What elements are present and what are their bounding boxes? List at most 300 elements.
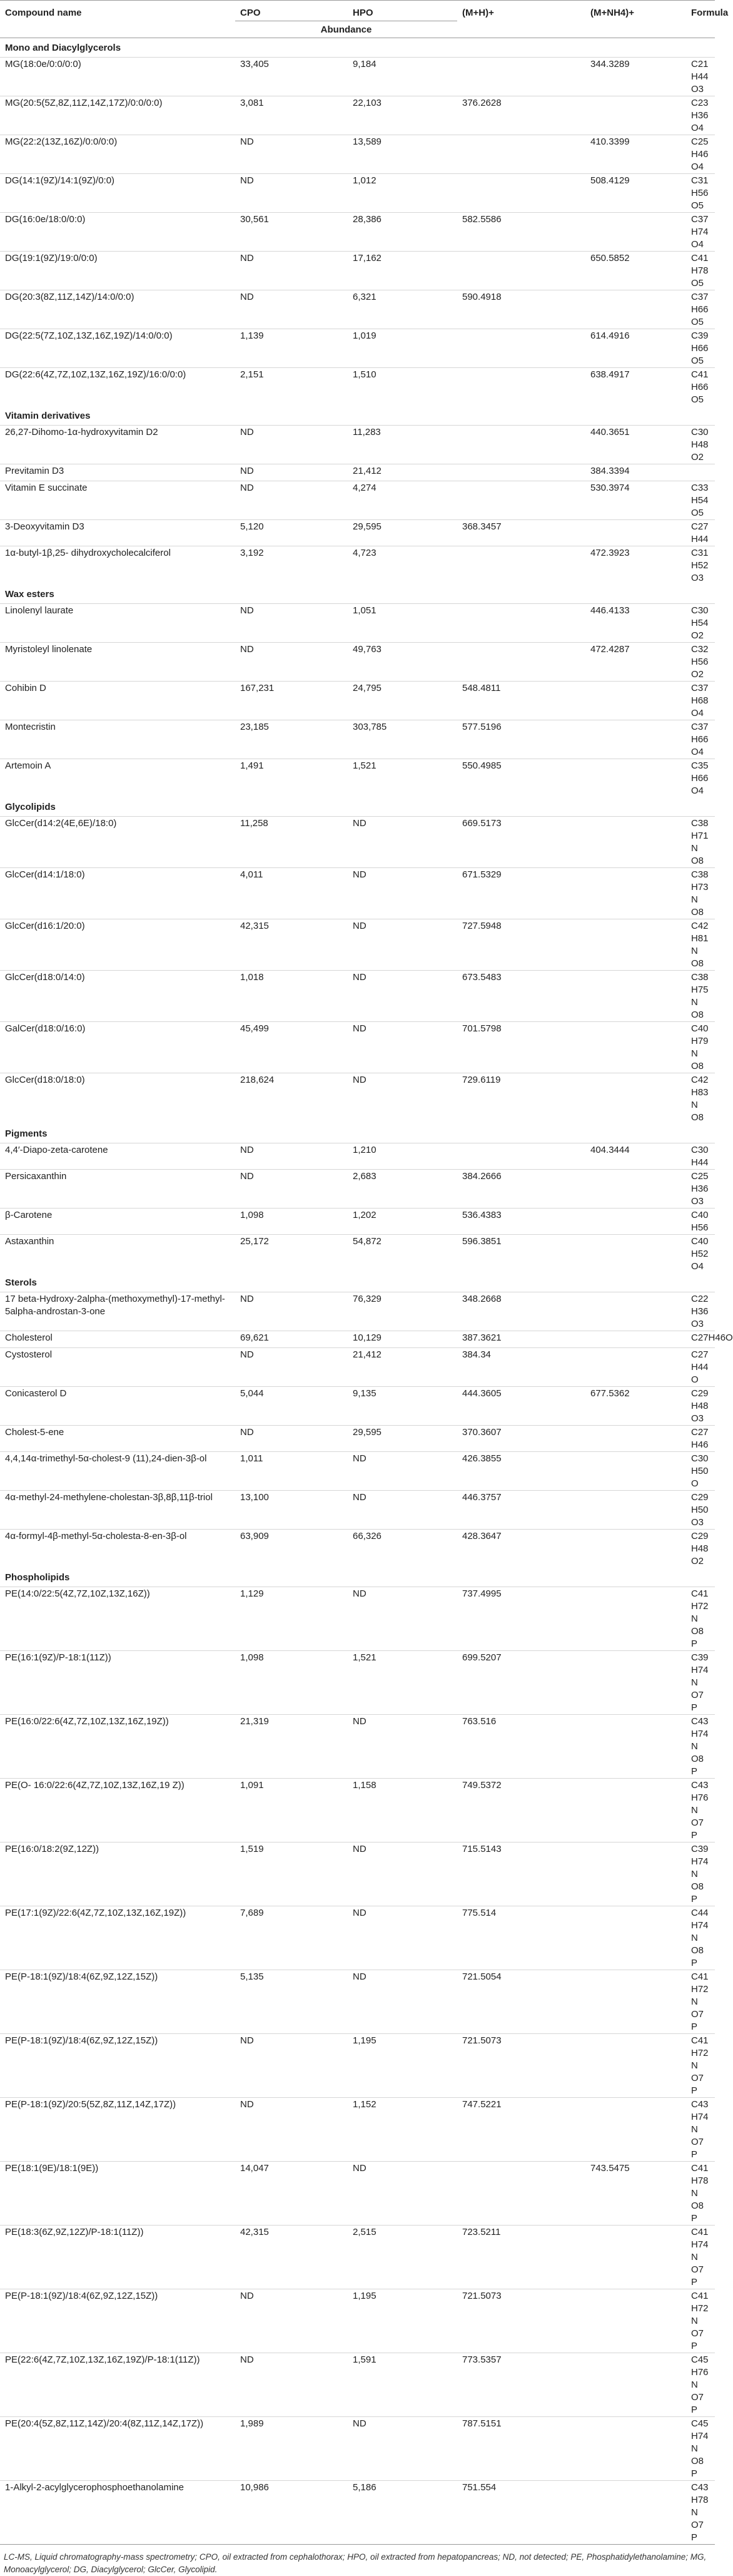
table-row xyxy=(0,1587,715,1651)
m-plus-nh4-cell xyxy=(585,720,686,759)
cpo-abundance-cell: 30,561 xyxy=(235,213,348,252)
m-plus-h-cell xyxy=(457,174,585,213)
m-plus-nh4-cell xyxy=(585,759,686,798)
table-row xyxy=(0,1715,715,1779)
m-plus-h-cell: 737.4995 xyxy=(457,1587,585,1651)
m-plus-nh4-cell xyxy=(585,2353,686,2417)
m-plus-nh4-cell xyxy=(585,817,686,868)
formula-cell: C30 H44 xyxy=(686,1143,715,1170)
hpo-abundance-cell: 9,184 xyxy=(348,58,457,96)
table-row xyxy=(0,58,715,96)
hpo-abundance-cell: ND xyxy=(348,1906,457,1970)
table-row xyxy=(0,720,715,759)
table-row xyxy=(0,1426,715,1452)
m-plus-h-cell: 747.5221 xyxy=(457,2098,585,2162)
cpo-abundance-cell: 5,135 xyxy=(235,1970,348,2034)
m-plus-nh4-cell xyxy=(585,682,686,720)
m-plus-nh4-cell: 614.4916 xyxy=(585,329,686,368)
m-plus-h-cell: 721.5073 xyxy=(457,2034,585,2098)
m-plus-nh4-cell: 384.3394 xyxy=(585,464,686,481)
compound-name-cell: Cholest-5-ene xyxy=(0,1426,235,1452)
table-row xyxy=(0,1209,715,1235)
formula-cell: C37 H66 O5 xyxy=(686,290,715,329)
m-plus-nh4-cell xyxy=(585,971,686,1022)
m-plus-h-cell: 669.5173 xyxy=(457,817,585,868)
m-plus-h-cell: 426.3855 xyxy=(457,1452,585,1491)
table-row xyxy=(0,368,715,407)
table-row xyxy=(0,1022,715,1073)
formula-cell: C41 H72 N O7 P xyxy=(686,1970,715,2034)
formula-cell: C29 H48 O2 xyxy=(686,1530,715,1568)
cpo-abundance-cell: 1,519 xyxy=(235,1843,348,1906)
compound-name-cell: Montecristin xyxy=(0,720,235,759)
compound-name-cell: β-Carotene xyxy=(0,1209,235,1235)
hpo-abundance-cell: 11,283 xyxy=(348,426,457,464)
m-plus-nh4-cell: 404.3444 xyxy=(585,1143,686,1170)
cpo-abundance-cell: 11,258 xyxy=(235,817,348,868)
m-plus-h-cell xyxy=(457,426,585,464)
m-plus-h-cell: 428.3647 xyxy=(457,1530,585,1568)
m-plus-nh4-cell xyxy=(585,1452,686,1491)
formula-cell: C37 H68 O4 xyxy=(686,682,715,720)
formula-cell: C41 H72 N O8 P xyxy=(686,1587,715,1651)
hpo-abundance-cell: 1,158 xyxy=(348,1779,457,1843)
section-header-row xyxy=(0,38,715,58)
hpo-abundance-cell: 9,135 xyxy=(348,1387,457,1426)
table-row xyxy=(0,1170,715,1209)
m-plus-h-cell: 370.3607 xyxy=(457,1426,585,1452)
m-plus-nh4-cell: 743.5475 xyxy=(585,2162,686,2226)
hpo-abundance-cell: 1,210 xyxy=(348,1143,457,1170)
cpo-abundance-cell: ND xyxy=(235,604,348,643)
m-plus-nh4-cell xyxy=(585,1235,686,1274)
m-plus-h-cell: 673.5483 xyxy=(457,971,585,1022)
table-row xyxy=(0,252,715,290)
m-plus-h-cell: 671.5329 xyxy=(457,868,585,919)
m-plus-h-cell: 384.2666 xyxy=(457,1170,585,1209)
section-header-row xyxy=(0,1568,715,1587)
m-plus-nh4-cell xyxy=(585,919,686,971)
hpo-abundance-cell: 2,683 xyxy=(348,1170,457,1209)
hpo-abundance-cell: 4,274 xyxy=(348,481,457,520)
m-plus-nh4-cell xyxy=(585,1843,686,1906)
m-plus-h-cell xyxy=(457,58,585,96)
compound-name-cell: Previtamin D3 xyxy=(0,464,235,481)
compound-name-cell: PE(P-18:1(9Z)/18:4(6Z,9Z,12Z,15Z)) xyxy=(0,2289,235,2353)
m-plus-nh4-cell xyxy=(585,1170,686,1209)
formula-cell: C29 H50 O3 xyxy=(686,1491,715,1530)
formula-cell: C32 H56 O2 xyxy=(686,643,715,682)
hpo-abundance-cell: 49,763 xyxy=(348,643,457,682)
section-header-row xyxy=(0,1124,715,1143)
m-plus-h-cell: 444.3605 xyxy=(457,1387,585,1426)
formula-cell: C41 H78 N O8 P xyxy=(686,2162,715,2226)
hpo-abundance-cell: ND xyxy=(348,868,457,919)
formula-cell: C27 H44 xyxy=(686,520,715,546)
compound-name-cell: 4α-formyl-4β-methyl-5α-cholesta-8-en-3β-ol xyxy=(0,1530,235,1568)
m-plus-h-cell xyxy=(457,1143,585,1170)
table-row xyxy=(0,1452,715,1491)
formula-cell: C41 H78 O5 xyxy=(686,252,715,290)
hpo-abundance-cell: 1,202 xyxy=(348,1209,457,1235)
formula-cell: C27 H46 xyxy=(686,1426,715,1452)
hpo-abundance-cell: 2,515 xyxy=(348,2226,457,2289)
cpo-abundance-cell: ND xyxy=(235,1292,348,1331)
compound-name-cell: 17 beta-Hydroxy-2alpha-(methoxymethyl)-17-methyl-5alpha-androstan-3-one xyxy=(0,1292,235,1331)
compound-name-cell: DG(20:3(8Z,11Z,14Z)/14:0/0:0) xyxy=(0,290,235,329)
formula-cell: C41 H74 N O7 P xyxy=(686,2226,715,2289)
cpo-abundance-cell: 3,081 xyxy=(235,96,348,135)
table-row xyxy=(0,971,715,1022)
hpo-abundance-cell: 1,152 xyxy=(348,2098,457,2162)
formula-cell: C39 H74 N O7 P xyxy=(686,1651,715,1715)
hpo-abundance-cell: ND xyxy=(348,1715,457,1779)
cpo-abundance-cell: ND xyxy=(235,464,348,481)
table-row xyxy=(0,2353,715,2417)
m-plus-h-cell xyxy=(457,135,585,174)
m-plus-h-cell xyxy=(457,2162,585,2226)
compound-name-cell: GlcCer(d18:0/14:0) xyxy=(0,971,235,1022)
cpo-abundance-cell: ND xyxy=(235,481,348,520)
cpo-abundance-cell: 42,315 xyxy=(235,2226,348,2289)
table-row xyxy=(0,1906,715,1970)
m-plus-h-cell: 387.3621 xyxy=(457,1331,585,1348)
cpo-abundance-cell: 1,018 xyxy=(235,971,348,1022)
section-title: Glycolipids xyxy=(5,802,56,812)
compound-name-cell: DG(22:5(7Z,10Z,13Z,16Z,19Z)/14:0/0:0) xyxy=(0,329,235,368)
cpo-abundance-cell: 1,091 xyxy=(235,1779,348,1843)
table-row xyxy=(0,481,715,520)
cpo-abundance-cell: 42,315 xyxy=(235,919,348,971)
hpo-abundance-cell: 6,321 xyxy=(348,290,457,329)
m-plus-h-cell: 348.2668 xyxy=(457,1292,585,1331)
cpo-abundance-cell: 218,624 xyxy=(235,1073,348,1125)
cpo-abundance-cell: 69,621 xyxy=(235,1331,348,1348)
section-title: Pigments xyxy=(5,1128,48,1139)
table-row xyxy=(0,682,715,720)
m-plus-h-cell: 384.34 xyxy=(457,1348,585,1387)
table-row xyxy=(0,426,715,464)
hpo-abundance-cell: 21,412 xyxy=(348,1348,457,1387)
hpo-abundance-cell: ND xyxy=(348,1491,457,1530)
hpo-abundance-cell: 76,329 xyxy=(348,1292,457,1331)
compound-name-cell: Cholesterol xyxy=(0,1331,235,1348)
table-row xyxy=(0,1651,715,1715)
m-plus-h-cell: 550.4985 xyxy=(457,759,585,798)
compound-name-cell: MG(20:5(5Z,8Z,11Z,14Z,17Z)/0:0/0:0) xyxy=(0,96,235,135)
header-abundance: Abundance xyxy=(320,24,372,35)
section-title: Mono and Diacylglycerols xyxy=(5,43,121,53)
formula-cell: C45 H76 N O7 P xyxy=(686,2353,715,2417)
m-plus-nh4-cell xyxy=(585,213,686,252)
cpo-abundance-cell: ND xyxy=(235,174,348,213)
table-row xyxy=(0,546,715,585)
m-plus-h-cell xyxy=(457,252,585,290)
table-row xyxy=(0,1073,715,1125)
header-formula: Formula xyxy=(691,8,729,18)
m-plus-nh4-cell xyxy=(585,2098,686,2162)
cpo-abundance-cell: 7,689 xyxy=(235,1906,348,1970)
hpo-abundance-cell: 13,589 xyxy=(348,135,457,174)
formula-cell: C35 H66 O4 xyxy=(686,759,715,798)
compound-name-cell: Conicasterol D xyxy=(0,1387,235,1426)
m-plus-nh4-cell xyxy=(585,1022,686,1073)
section-header-row xyxy=(0,797,715,817)
m-plus-nh4-cell xyxy=(585,2481,686,2545)
m-plus-nh4-cell xyxy=(585,1348,686,1387)
header-compound-name: Compound name xyxy=(5,8,82,18)
formula-cell: C39 H74 N O8 P xyxy=(686,1843,715,1906)
hpo-abundance-cell: 28,386 xyxy=(348,213,457,252)
cpo-abundance-cell: ND xyxy=(235,643,348,682)
cpo-abundance-cell: ND xyxy=(235,2034,348,2098)
hpo-abundance-cell: 303,785 xyxy=(348,720,457,759)
table-row xyxy=(0,1143,715,1170)
compound-name-cell: PE(18:3(6Z,9Z,12Z)/P-18:1(11Z)) xyxy=(0,2226,235,2289)
table-row xyxy=(0,2226,715,2289)
m-plus-h-cell: 548.4811 xyxy=(457,682,585,720)
formula-cell: C39 H66 O5 xyxy=(686,329,715,368)
table-row xyxy=(0,1235,715,1274)
cpo-abundance-cell: 63,909 xyxy=(235,1530,348,1568)
table-row xyxy=(0,919,715,971)
m-plus-h-cell xyxy=(457,329,585,368)
cpo-abundance-cell: 25,172 xyxy=(235,1235,348,1274)
compound-name-cell: 1-Alkyl-2-acylglycerophosphoethanolamine xyxy=(0,2481,235,2545)
table-row xyxy=(0,2034,715,2098)
table-row xyxy=(0,464,715,481)
section-header-row xyxy=(0,585,715,604)
hpo-abundance-cell: 1,521 xyxy=(348,759,457,798)
formula-cell: C23 H36 O4 xyxy=(686,96,715,135)
cpo-abundance-cell: 3,192 xyxy=(235,546,348,585)
hpo-abundance-cell: ND xyxy=(348,1843,457,1906)
table-row xyxy=(0,96,715,135)
compound-name-cell: PE(O- 16:0/22:6(4Z,7Z,10Z,13Z,16Z,19 Z)) xyxy=(0,1779,235,1843)
compound-name-cell: GlcCer(d14:1/18:0) xyxy=(0,868,235,919)
header-m-plus-h: (M+H)+ xyxy=(462,8,494,18)
hpo-abundance-cell: 1,012 xyxy=(348,174,457,213)
m-plus-h-cell: 775.514 xyxy=(457,1906,585,1970)
table-row xyxy=(0,1530,715,1568)
formula-cell: C40 H79 N O8 xyxy=(686,1022,715,1073)
cpo-abundance-cell: ND xyxy=(235,1348,348,1387)
m-plus-h-cell: 701.5798 xyxy=(457,1022,585,1073)
formula-cell: C21 H44 O3 xyxy=(686,58,715,96)
m-plus-nh4-cell xyxy=(585,96,686,135)
formula-cell: C38 H75 N O8 xyxy=(686,971,715,1022)
m-plus-h-cell: 368.3457 xyxy=(457,520,585,546)
formula-cell: C38 H73 N O8 xyxy=(686,868,715,919)
m-plus-h-cell xyxy=(457,604,585,643)
hpo-abundance-cell: 66,326 xyxy=(348,1530,457,1568)
table-row xyxy=(0,174,715,213)
cpo-abundance-cell: ND xyxy=(235,290,348,329)
formula-cell: C43 H78 N O7 P xyxy=(686,2481,715,2545)
cpo-abundance-cell: 21,319 xyxy=(235,1715,348,1779)
compound-name-cell: GlcCer(d18:0/18:0) xyxy=(0,1073,235,1125)
m-plus-nh4-cell xyxy=(585,1209,686,1235)
m-plus-h-cell xyxy=(457,643,585,682)
hpo-abundance-cell: ND xyxy=(348,1970,457,2034)
m-plus-nh4-cell xyxy=(585,1292,686,1331)
m-plus-nh4-cell xyxy=(585,1491,686,1530)
m-plus-nh4-cell xyxy=(585,1530,686,1568)
table-row xyxy=(0,1331,715,1348)
m-plus-h-cell: 721.5054 xyxy=(457,1970,585,2034)
compound-name-cell: 1α-butyl-1β,25- dihydroxycholecalciferol xyxy=(0,546,235,585)
m-plus-nh4-cell: 530.3974 xyxy=(585,481,686,520)
cpo-abundance-cell: ND xyxy=(235,2098,348,2162)
compound-name-cell: GalCer(d18:0/16:0) xyxy=(0,1022,235,1073)
compound-name-cell: PE(22:6(4Z,7Z,10Z,13Z,16Z,19Z)/P-18:1(11Z)) xyxy=(0,2353,235,2417)
hpo-abundance-cell: ND xyxy=(348,971,457,1022)
formula-cell: C29 H48 O3 xyxy=(686,1387,715,1426)
cpo-abundance-cell: 14,047 xyxy=(235,2162,348,2226)
cpo-abundance-cell: 1,989 xyxy=(235,2417,348,2481)
compound-name-cell: Cystosterol xyxy=(0,1348,235,1387)
m-plus-h-cell: 536.4383 xyxy=(457,1209,585,1235)
table-row xyxy=(0,1779,715,1843)
hpo-abundance-cell: 1,521 xyxy=(348,1651,457,1715)
formula-cell: C42 H81 N O8 xyxy=(686,919,715,971)
cpo-abundance-cell: 1,098 xyxy=(235,1209,348,1235)
m-plus-nh4-cell: 472.4287 xyxy=(585,643,686,682)
m-plus-nh4-cell: 677.5362 xyxy=(585,1387,686,1426)
cpo-abundance-cell: 23,185 xyxy=(235,720,348,759)
table-row xyxy=(0,2417,715,2481)
formula-cell: C30 H54 O2 xyxy=(686,604,715,643)
cpo-abundance-cell: ND xyxy=(235,2289,348,2353)
compound-name-cell: MG(22:2(13Z,16Z)/0:0/0:0) xyxy=(0,135,235,174)
cpo-abundance-cell: ND xyxy=(235,2353,348,2417)
hpo-abundance-cell: 1,195 xyxy=(348,2289,457,2353)
formula-cell: C22 H36 O3 xyxy=(686,1292,715,1331)
m-plus-nh4-cell xyxy=(585,1779,686,1843)
m-plus-h-cell: 787.5151 xyxy=(457,2417,585,2481)
compound-name-cell: PE(P-18:1(9Z)/20:5(5Z,8Z,11Z,14Z,17Z)) xyxy=(0,2098,235,2162)
cpo-abundance-cell: ND xyxy=(235,135,348,174)
m-plus-nh4-cell: 440.3651 xyxy=(585,426,686,464)
formula-cell: C25 H36 O3 xyxy=(686,1170,715,1209)
cpo-abundance-cell: ND xyxy=(235,252,348,290)
compound-name-cell: 3-Deoxyvitamin D3 xyxy=(0,520,235,546)
cpo-abundance-cell: 10,986 xyxy=(235,2481,348,2545)
hpo-abundance-cell: 4,723 xyxy=(348,546,457,585)
hpo-abundance-cell: 54,872 xyxy=(348,1235,457,1274)
formula-cell: C27 H44 O xyxy=(686,1348,715,1387)
table-row xyxy=(0,1292,715,1331)
table-row xyxy=(0,817,715,868)
table-row xyxy=(0,135,715,174)
section-title: Vitamin derivatives xyxy=(5,411,91,421)
m-plus-h-cell: 715.5143 xyxy=(457,1843,585,1906)
formula-cell xyxy=(686,464,715,481)
table-row xyxy=(0,1387,715,1426)
hpo-abundance-cell: 1,195 xyxy=(348,2034,457,2098)
section-title: Sterols xyxy=(5,1277,37,1288)
table-row xyxy=(0,2162,715,2226)
cpo-abundance-cell: 45,499 xyxy=(235,1022,348,1073)
m-plus-nh4-cell xyxy=(585,2034,686,2098)
table-row xyxy=(0,1843,715,1906)
m-plus-nh4-cell: 472.3923 xyxy=(585,546,686,585)
m-plus-nh4-cell xyxy=(585,1651,686,1715)
formula-cell: C37 H66 O4 xyxy=(686,720,715,759)
compound-name-cell: DG(22:6(4Z,7Z,10Z,13Z,16Z,19Z)/16:0/0:0) xyxy=(0,368,235,407)
m-plus-nh4-cell: 446.4133 xyxy=(585,604,686,643)
table-row xyxy=(0,643,715,682)
hpo-abundance-cell: ND xyxy=(348,2162,457,2226)
formula-cell: C37 H74 O4 xyxy=(686,213,715,252)
compound-name-cell: Linolenyl laurate xyxy=(0,604,235,643)
compound-name-cell: 4,4′-Diapo-zeta-carotene xyxy=(0,1143,235,1170)
cpo-abundance-cell: 1,011 xyxy=(235,1452,348,1491)
table-row xyxy=(0,1491,715,1530)
cpo-abundance-cell: ND xyxy=(235,1143,348,1170)
compound-name-cell: PE(17:1(9Z)/22:6(4Z,7Z,10Z,13Z,16Z,19Z)) xyxy=(0,1906,235,1970)
m-plus-h-cell xyxy=(457,368,585,407)
compound-name-cell: 4α-methyl-24-methylene-cholestan-3β,8β,11β-triol xyxy=(0,1491,235,1530)
formula-cell: C25 H46 O4 xyxy=(686,135,715,174)
m-plus-h-cell: 773.5357 xyxy=(457,2353,585,2417)
cpo-abundance-cell: 1,129 xyxy=(235,1587,348,1651)
compound-name-cell: DG(14:1(9Z)/14:1(9Z)/0:0) xyxy=(0,174,235,213)
compound-name-cell: MG(18:0e/0:0/0:0) xyxy=(0,58,235,96)
header-m-plus-nh4: (M+NH4)+ xyxy=(590,8,635,18)
m-plus-h-cell: 729.6119 xyxy=(457,1073,585,1125)
formula-cell: C45 H74 N O8 P xyxy=(686,2417,715,2481)
hpo-abundance-cell: 17,162 xyxy=(348,252,457,290)
hpo-abundance-cell: 1,510 xyxy=(348,368,457,407)
m-plus-nh4-cell: 638.4917 xyxy=(585,368,686,407)
m-plus-nh4-cell xyxy=(585,520,686,546)
m-plus-nh4-cell xyxy=(585,290,686,329)
compound-name-cell: Vitamin E succinate xyxy=(0,481,235,520)
cpo-abundance-cell: 2,151 xyxy=(235,368,348,407)
formula-cell: C41 H72 N O7 P xyxy=(686,2034,715,2098)
hpo-abundance-cell: ND xyxy=(348,2417,457,2481)
formula-cell: C44 H74 N O8 P xyxy=(686,1906,715,1970)
m-plus-nh4-cell xyxy=(585,1587,686,1651)
table-row xyxy=(0,868,715,919)
hpo-abundance-cell: 29,595 xyxy=(348,520,457,546)
hpo-abundance-cell: 29,595 xyxy=(348,1426,457,1452)
compound-name-cell: GlcCer(d14:2(4E,6E)/18:0) xyxy=(0,817,235,868)
hpo-abundance-cell: ND xyxy=(348,1587,457,1651)
formula-cell: C42 H83 N O8 xyxy=(686,1073,715,1125)
formula-cell: C30 H50 O xyxy=(686,1452,715,1491)
formula-cell: C30 H48 O2 xyxy=(686,426,715,464)
compound-name-cell: GlcCer(d16:1/20:0) xyxy=(0,919,235,971)
compound-name-cell: Artemoin A xyxy=(0,759,235,798)
m-plus-nh4-cell: 650.5852 xyxy=(585,252,686,290)
hpo-abundance-cell: ND xyxy=(348,817,457,868)
table-row xyxy=(0,213,715,252)
m-plus-h-cell: 577.5196 xyxy=(457,720,585,759)
cpo-abundance-cell: ND xyxy=(235,1170,348,1209)
formula-cell: C43 H76 N O7 P xyxy=(686,1779,715,1843)
section-header-row xyxy=(0,1273,715,1292)
compound-name-cell: PE(P-18:1(9Z)/18:4(6Z,9Z,12Z,15Z)) xyxy=(0,1970,235,2034)
m-plus-nh4-cell: 410.3399 xyxy=(585,135,686,174)
m-plus-h-cell: 727.5948 xyxy=(457,919,585,971)
formula-cell: C41 H72 N O7 P xyxy=(686,2289,715,2353)
m-plus-nh4-cell xyxy=(585,1426,686,1452)
m-plus-h-cell: 376.2628 xyxy=(457,96,585,135)
compound-name-cell: 4,4,14α-trimethyl-5α-cholest-9 (11),24-dien-3β-ol xyxy=(0,1452,235,1491)
header-hpo: HPO xyxy=(348,1,457,21)
